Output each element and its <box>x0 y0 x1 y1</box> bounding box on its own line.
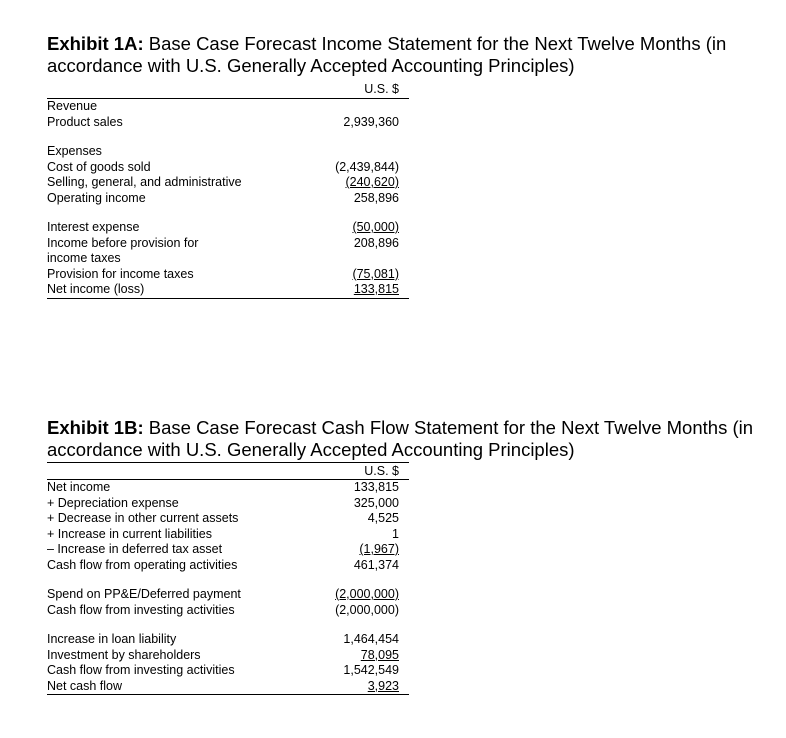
table-row <box>47 115 409 131</box>
table-header <box>47 80 409 98</box>
table-row <box>47 175 409 191</box>
table-row <box>47 511 409 527</box>
row-label: Cost of goods sold <box>47 159 151 174</box>
row-value: 2,939,360 <box>343 114 399 129</box>
table-row <box>47 558 409 574</box>
table-row <box>47 236 409 252</box>
exhibit-1a <box>47 33 762 296</box>
table-row <box>47 587 409 603</box>
table-row <box>47 480 409 496</box>
income-statement-table <box>47 80 409 299</box>
row-label: Provision for income taxes <box>47 266 194 281</box>
row-value: (1,967) <box>359 542 399 556</box>
row-label: income taxes <box>47 251 121 265</box>
row-value: 3,923 <box>367 678 399 693</box>
row-value: (240,620) <box>345 175 399 189</box>
table-row <box>47 527 409 543</box>
row-value: 133,815 <box>353 282 399 296</box>
row-label: Cash flow from investing activities <box>47 663 235 677</box>
table-row <box>47 632 409 648</box>
table-row <box>47 267 409 283</box>
row-value: 461,374 <box>353 557 399 572</box>
row-value: 78,095 <box>360 647 399 662</box>
table-row <box>47 603 409 619</box>
table-header <box>47 463 409 479</box>
row-label: Interest expense <box>47 220 140 234</box>
row-label: + Increase in current liabilities <box>47 526 213 541</box>
table-row <box>47 663 409 679</box>
row-value: (75,081) <box>352 266 399 281</box>
exhibit-1b <box>47 417 762 693</box>
row-label: Spend on PP&E/Deferred payment <box>47 587 241 601</box>
table-row <box>47 679 409 696</box>
table-row <box>47 282 409 299</box>
row-label: + Decrease in other current assets <box>47 511 239 525</box>
row-label: – Increase in deferred tax asset <box>47 542 223 556</box>
row-label: Operating income <box>47 190 146 205</box>
row-label: Expenses <box>47 144 102 158</box>
row-label: Revenue <box>47 99 98 113</box>
exhibit-1b-title-bold: Exhibit 1B: <box>47 417 144 438</box>
row-label: Net cash flow <box>47 678 123 693</box>
row-value: (2,439,844) <box>335 159 399 174</box>
table-row <box>47 496 409 512</box>
row-label: Cash flow from operating activities <box>47 557 238 572</box>
row-value: (2,000,000) <box>335 587 399 601</box>
table-row <box>47 251 409 267</box>
row-label: Selling, general, and administrative <box>47 175 242 189</box>
table-row <box>47 191 409 207</box>
row-label: + Depreciation expense <box>47 495 179 510</box>
row-label: Cash flow from investing activities <box>47 602 235 617</box>
row-label: Net income (loss) <box>47 282 145 296</box>
table-row <box>47 99 409 115</box>
exhibit-1a-title <box>47 33 762 77</box>
cash-flow-table <box>47 462 409 695</box>
exhibit-1b-title-rest: Base Case Forecast Cash Flow Statement for the Next Twelve Months (in accordance with U.S. Generally Accepted Accounting Principles) <box>47 417 754 460</box>
currency-header: U.S. $ <box>364 82 399 96</box>
exhibit-1b-title <box>47 417 762 461</box>
row-value: 258,896 <box>353 190 399 205</box>
row-label: Product sales <box>47 114 123 129</box>
row-value: 1,542,549 <box>343 663 399 677</box>
table-row <box>47 648 409 664</box>
row-value: (50,000) <box>352 220 399 234</box>
table-row <box>47 160 409 176</box>
row-value: 1,464,454 <box>343 632 399 646</box>
row-label: Income before provision for <box>47 235 199 250</box>
table-row <box>47 542 409 558</box>
exhibit-1a-title-bold: Exhibit 1A: <box>47 33 144 54</box>
row-value: (2,000,000) <box>335 602 399 617</box>
currency-header: U.S. $ <box>364 464 399 478</box>
table-row <box>47 220 409 236</box>
row-label: Investment by shareholders <box>47 647 201 662</box>
row-value: 1 <box>392 526 399 541</box>
row-value: 208,896 <box>353 235 399 250</box>
row-value: 4,525 <box>367 511 399 525</box>
row-value: 133,815 <box>353 480 399 494</box>
row-label: Increase in loan liability <box>47 632 177 646</box>
row-value: 325,000 <box>353 495 399 510</box>
exhibit-1a-title-rest: Base Case Forecast Income Statement for the Next Twelve Months (in accordance with U.S. Generally Accepted Accounting Principles) <box>47 33 727 76</box>
row-label: Net income <box>47 480 111 494</box>
table-row <box>47 144 409 160</box>
